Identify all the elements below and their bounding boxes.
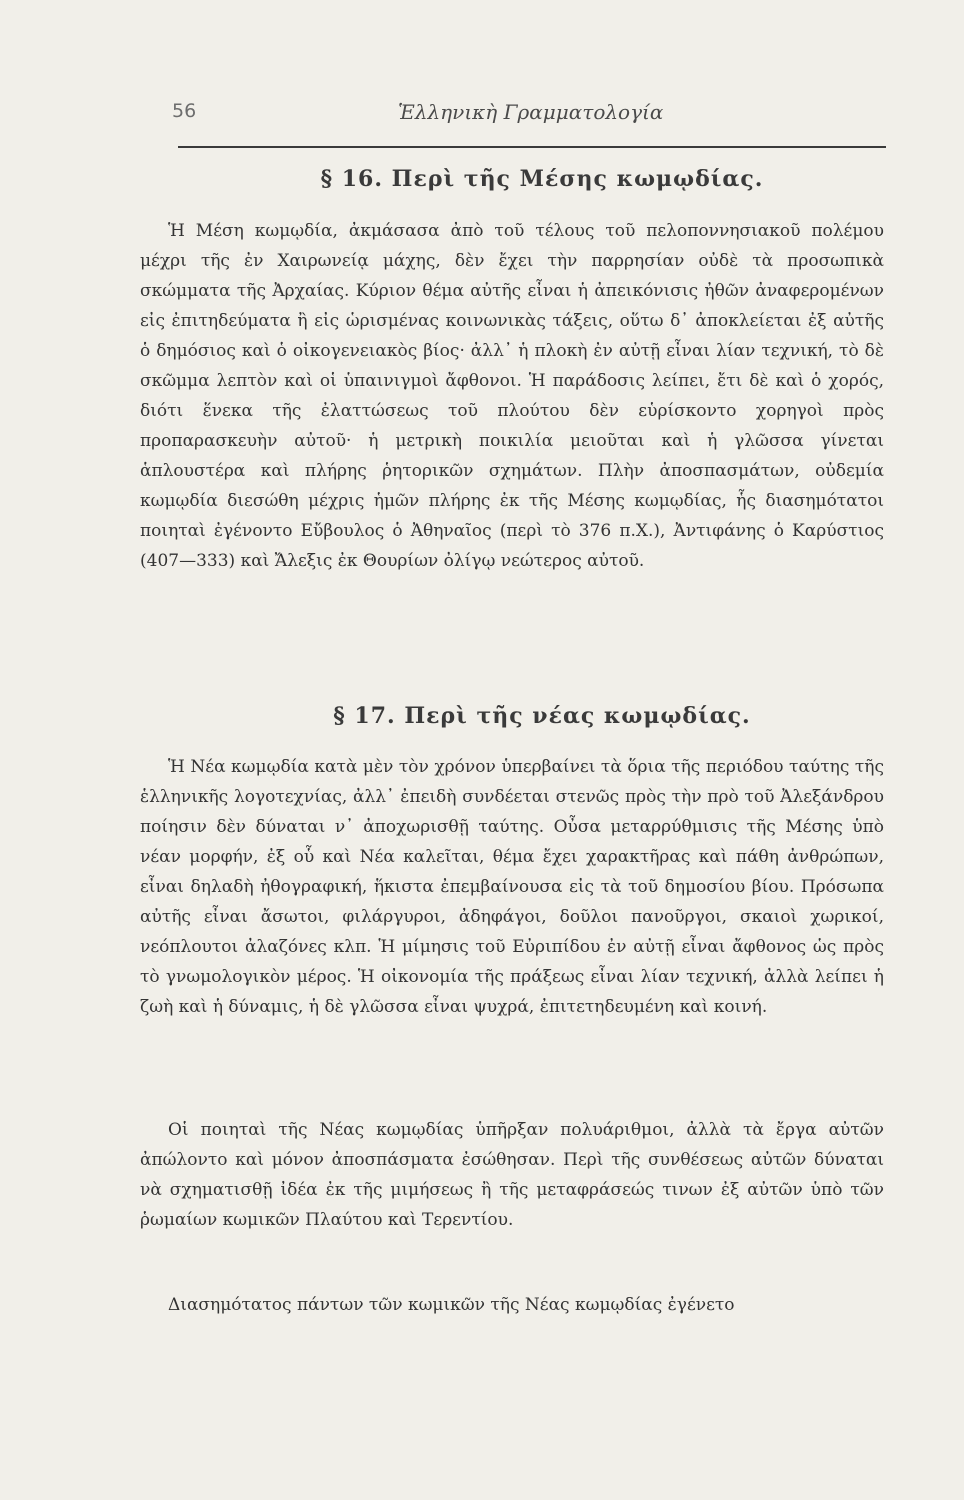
header-rule: [178, 146, 886, 148]
section-17-paragraph-3-text: Διασημότατος πάντων τῶν κωμικῶν τῆς Νέας κωμῳδίας ἐγένετο: [168, 1295, 735, 1315]
section-17-paragraph-1: [140, 752, 884, 1022]
running-title: Ἑλληνικὴ Γραμματολογία: [398, 100, 664, 124]
section-17-paragraph-1-text: Ἡ Νέα κωμῳδία κατὰ μὲν τὸν χρόνον ὑπερβαίνει τὰ ὅρια τῆς περιόδου ταύτης τῆς ἑλληνικῆς λογοτεχνίας, ἀλλ᾽ ἐπειδὴ συνδέεται στενῶς πρὸς τὴν πρὸ τοῦ Ἀλεξάνδρου ποίησιν δὲν δύναται ν᾽ ἀποχωρισθῇ ταύτης. Οὖσα μεταρρύθμισις τῆς Μέσης ὑπὸ νέαν μορφήν, ἐξ οὗ καὶ Νέα καλεῖται, θέμα ἔχει χαρακτῆρας καὶ πάθη ἀνθρώπων, εἶναι δηλαδὴ ἠθογραφική, ἥκιστα ἐπεμβαίνουσα εἰς τὰ τοῦ δημοσίου βίου. Πρόσωπα αὐτῆς εἶναι ἄσωτοι, φιλάργυροι, ἀδηφάγοι, δοῦλοι πανοῦργοι, σκαιοὶ χωρικοί, νεόπλουτοι ἀλαζόνες κλπ. Ἡ μίμησις τοῦ Εὐριπίδου ἐν αὐτῇ εἶναι ἄφθονος ὡς πρὸς τὸ γνωμολογικὸν μέρος. Ἡ οἰκονομία τῆς πράξεως εἶναι λίαν τεχνική, ἀλλὰ λείπει ἡ ζωὴ καὶ ἡ δύναμις, ἡ δὲ γλῶσσα εἶναι ψυχρά, ἐπιτετηδευμένη καὶ κοινή.: [140, 757, 884, 1017]
section-16-heading: § 16. Περὶ τῆς Μέσης κωμῳδίας.: [320, 166, 764, 192]
section-17-paragraph-2: [140, 1115, 884, 1235]
page-header: [172, 100, 892, 140]
section-17-paragraph-3: [140, 1290, 884, 1320]
page-number: 56: [172, 100, 197, 122]
section-16-paragraph-text: Ἡ Μέση κωμῳδία, ἀκμάσασα ἀπὸ τοῦ τέλους τοῦ πελοποννησιακοῦ πολέμου μέχρι τῆς ἐν Χαιρωνείᾳ μάχης, δὲν ἔχει τὴν παρρησίαν οὐδὲ τὰ προσωπικὰ σκώμματα τῆς Ἀρχαίας. Κύριον θέμα αὐτῆς εἶναι ἡ ἀπεικόνισις ἠθῶν ἀναφερομένων εἰς ἐπιτηδεύματα ἢ εἰς ὡρισμένας κοινωνικὰς τάξεις, οὕτω δ᾽ ἀποκλείεται ἐξ αὐτῆς ὁ δημόσιος καὶ ὁ οἰκογενειακὸς βίος· ἀλλ᾽ ἡ πλοκὴ ἐν αὐτῇ εἶναι λίαν τεχνική, τὸ δὲ σκῶμμα λεπτὸν καὶ οἱ ὑπαινιγμοὶ ἄφθονοι. Ἡ παράδοσις λείπει, ἔτι δὲ καὶ ὁ χορός, διότι ἕνεκα τῆς ἐλαττώσεως τοῦ πλούτου δὲν εὑρίσκοντο χορηγοὶ πρὸς προπαρασκευὴν αὐτοῦ· ἡ μετρικὴ ποικιλία μειοῦται καὶ ἡ γλῶσσα γίνεται ἁπλουστέρα καὶ πλήρης ῥητορικῶν σχημάτων. Πλὴν ἀποσπασμάτων, οὐδεμία κωμῳδία διεσώθη μέχρις ἡμῶν πλήρης ἐκ τῆς Μέσης κωμῳδίας, ἧς διασημότατοι ποιηταὶ ἐγένοντο Εὔβουλος ὁ Ἀθηναῖος (περὶ τὸ 376 π.Χ.), Ἀντιφάνης ὁ Καρύστιος (407—333) καὶ Ἄλεξις ἐκ Θουρίων ὀλίγῳ νεώτερος αὐτοῦ.: [140, 221, 884, 571]
section-16-paragraph: [140, 216, 884, 576]
section-17-heading: § 17. Περὶ τῆς νέας κωμῳδίας.: [333, 703, 751, 729]
section-17-paragraph-2-text: Οἱ ποιηταὶ τῆς Νέας κωμῳδίας ὑπῆρξαν πολυάριθμοι, ἀλλὰ τὰ ἔργα αὐτῶν ἀπώλοντο καὶ μόνον ἀποσπάσματα ἐσώθησαν. Περὶ τῆς συνθέσεως αὐτῶν δύναται νὰ σχηματισθῇ ἰδέα ἐκ τῆς μιμήσεως ἢ τῆς μεταφράσεώς τινων ἐξ αὐτῶν ὑπὸ τῶν ῥωμαίων κωμικῶν Πλαύτου καὶ Τερεντίου.: [140, 1120, 884, 1230]
